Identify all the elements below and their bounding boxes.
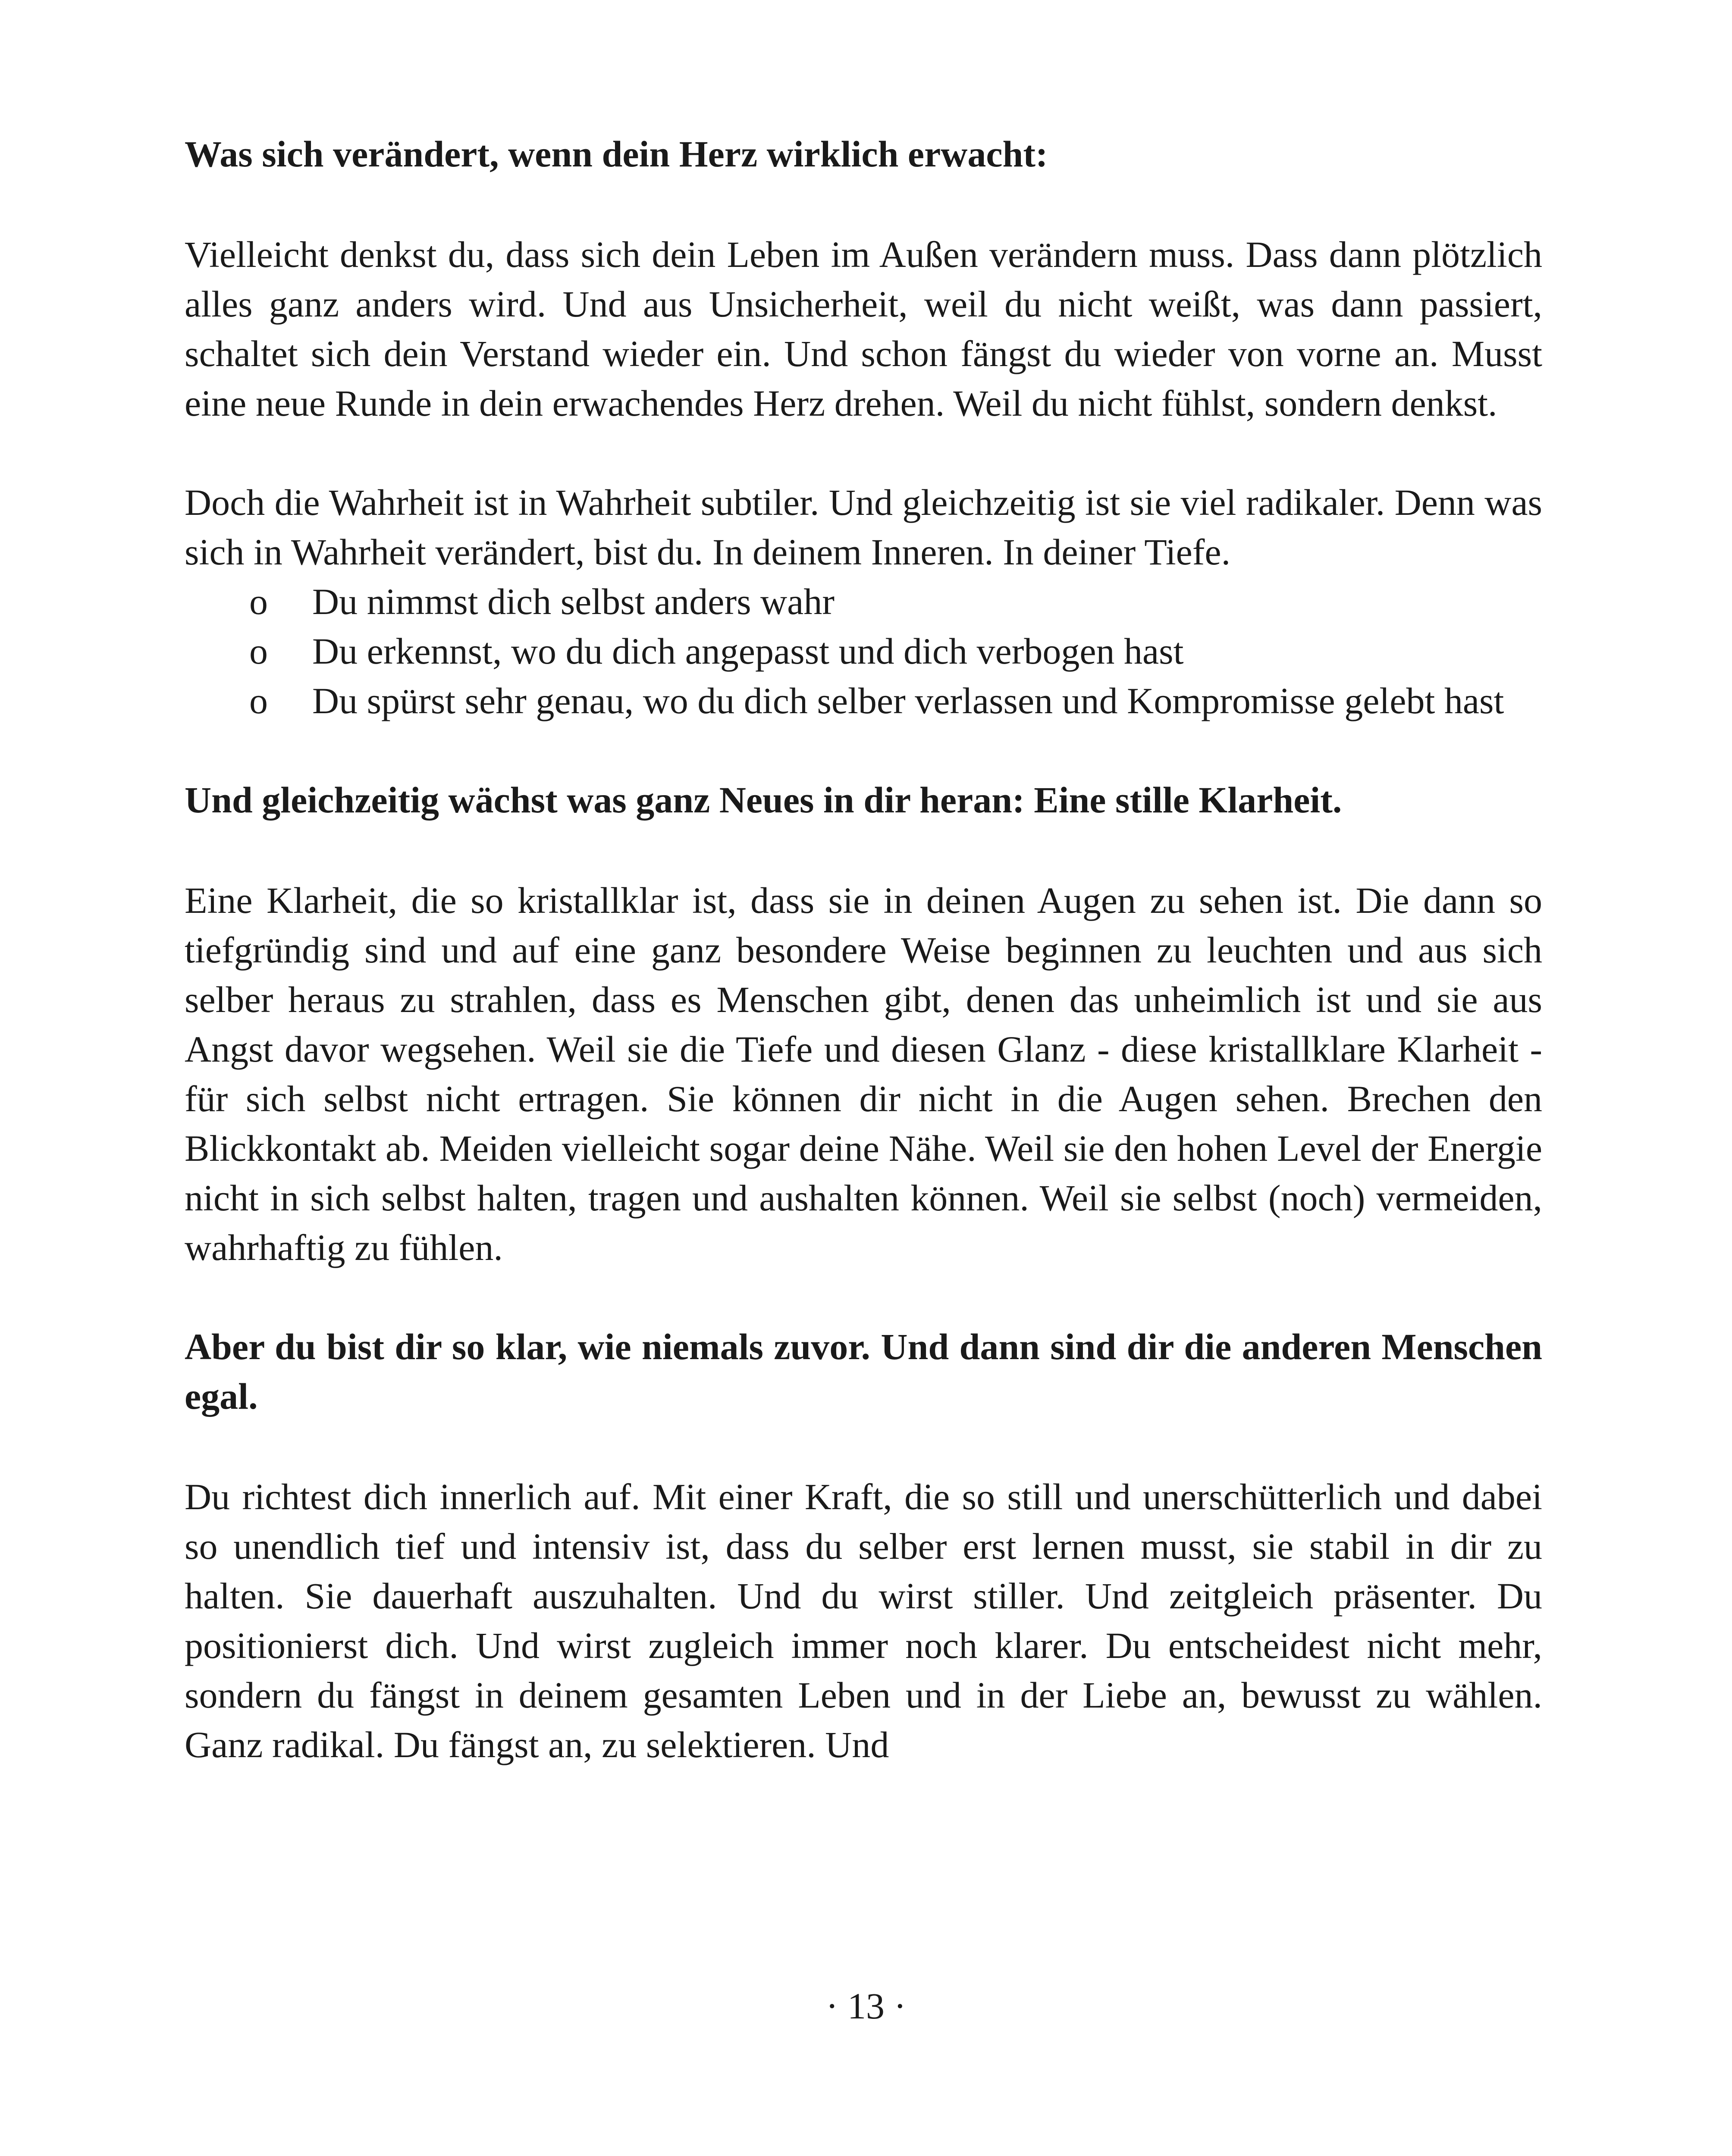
- page-number: · 13 ·: [825, 1985, 907, 2027]
- page-content: [185, 129, 1542, 1770]
- body-paragraph: Eine Klarheit, die so kristallklar ist, dass sie in deinen Augen zu sehen ist. Die dann so tiefgründig sind und auf eine ganz besondere Weise beginnen zu leuchten und aus sich selber heraus zu strahlen, dass es Menschen gibt, denen das unheimlich ist und sie aus Angst davor wegsehen. Weil sie die Tiefe und diesen Glanz - diese kristallklare Klarheit - für sich selbst nicht ertragen. Sie können dir nicht in die Augen sehen. Brechen den Blickkontakt ab. Meiden vielleicht sogar deine Nähe. Weil sie den hohen Level der Energie nicht in sich selbst halten, tragen und aushalten können. Weil sie selbst (noch) vermeiden, wahrhaftig zu fühlen.: [185, 880, 1542, 1268]
- section-heading: Und gleichzeitig wächst was ganz Neues in dir heran: Eine stille Klarheit.: [185, 779, 1342, 821]
- body-paragraph: Du richtest dich innerlich auf. Mit einer Kraft, die so still und unerschütterlich und dabei so unendlich tief und intensiv ist, dass du selber erst lernen musst, sie stabil in dir zu halten. Sie dauerhaft auszuhalten. Und du wirst stiller. Und zeitgleich präsenter. Du positionierst dich. Und wirst zugleich immer noch klarer. Du entscheidest nicht mehr, sondern du fängst in deinem gesamten Leben und in der Liebe an, bewusst zu wählen. Ganz radikal. Du fängst an, zu selektieren. Und: [185, 1476, 1542, 1765]
- list-item-text: Du spürst sehr genau, wo du dich selber verlassen und Kompromisse gelebt hast: [312, 680, 1504, 721]
- section-heading: Aber du bist dir so klar, wie niemals zuvor. Und dann sind dir die anderen Menschen egal.: [185, 1326, 1542, 1417]
- bullet-marker: o: [249, 680, 268, 721]
- section-heading: Was sich verändert, wenn dein Herz wirklich erwacht:: [185, 133, 1048, 175]
- list-item-text: Du erkennst, wo du dich angepasst und dich verbogen hast: [312, 630, 1184, 672]
- bullet-marker: o: [249, 630, 268, 672]
- body-paragraph: Doch die Wahrheit ist in Wahrheit subtiler. Und gleichzeitig ist sie viel radikaler. Denn was sich in Wahrheit verändert, bist du. In deinem Inneren. In deiner Tiefe.: [185, 482, 1542, 573]
- body-paragraph: Vielleicht denkst du, dass sich dein Leben im Außen verändern muss. Dass dann plötzlich alles ganz anders wird. Und aus Unsicherheit, weil du nicht weißt, was dann passiert, schaltet sich dein Verstand wieder ein. Und schon fängst du wieder von vorne an. Musst eine neue Runde in dein erwachendes Herz drehen. Weil du nicht fühlst, sondern denkst.: [185, 234, 1542, 424]
- list-item: [185, 577, 1542, 627]
- bullet-list: [185, 577, 1542, 726]
- list-item: [185, 627, 1542, 676]
- list-item: [185, 676, 1542, 726]
- list-item-text: Du nimmst dich selbst anders wahr: [312, 581, 835, 622]
- bullet-marker: o: [249, 581, 268, 622]
